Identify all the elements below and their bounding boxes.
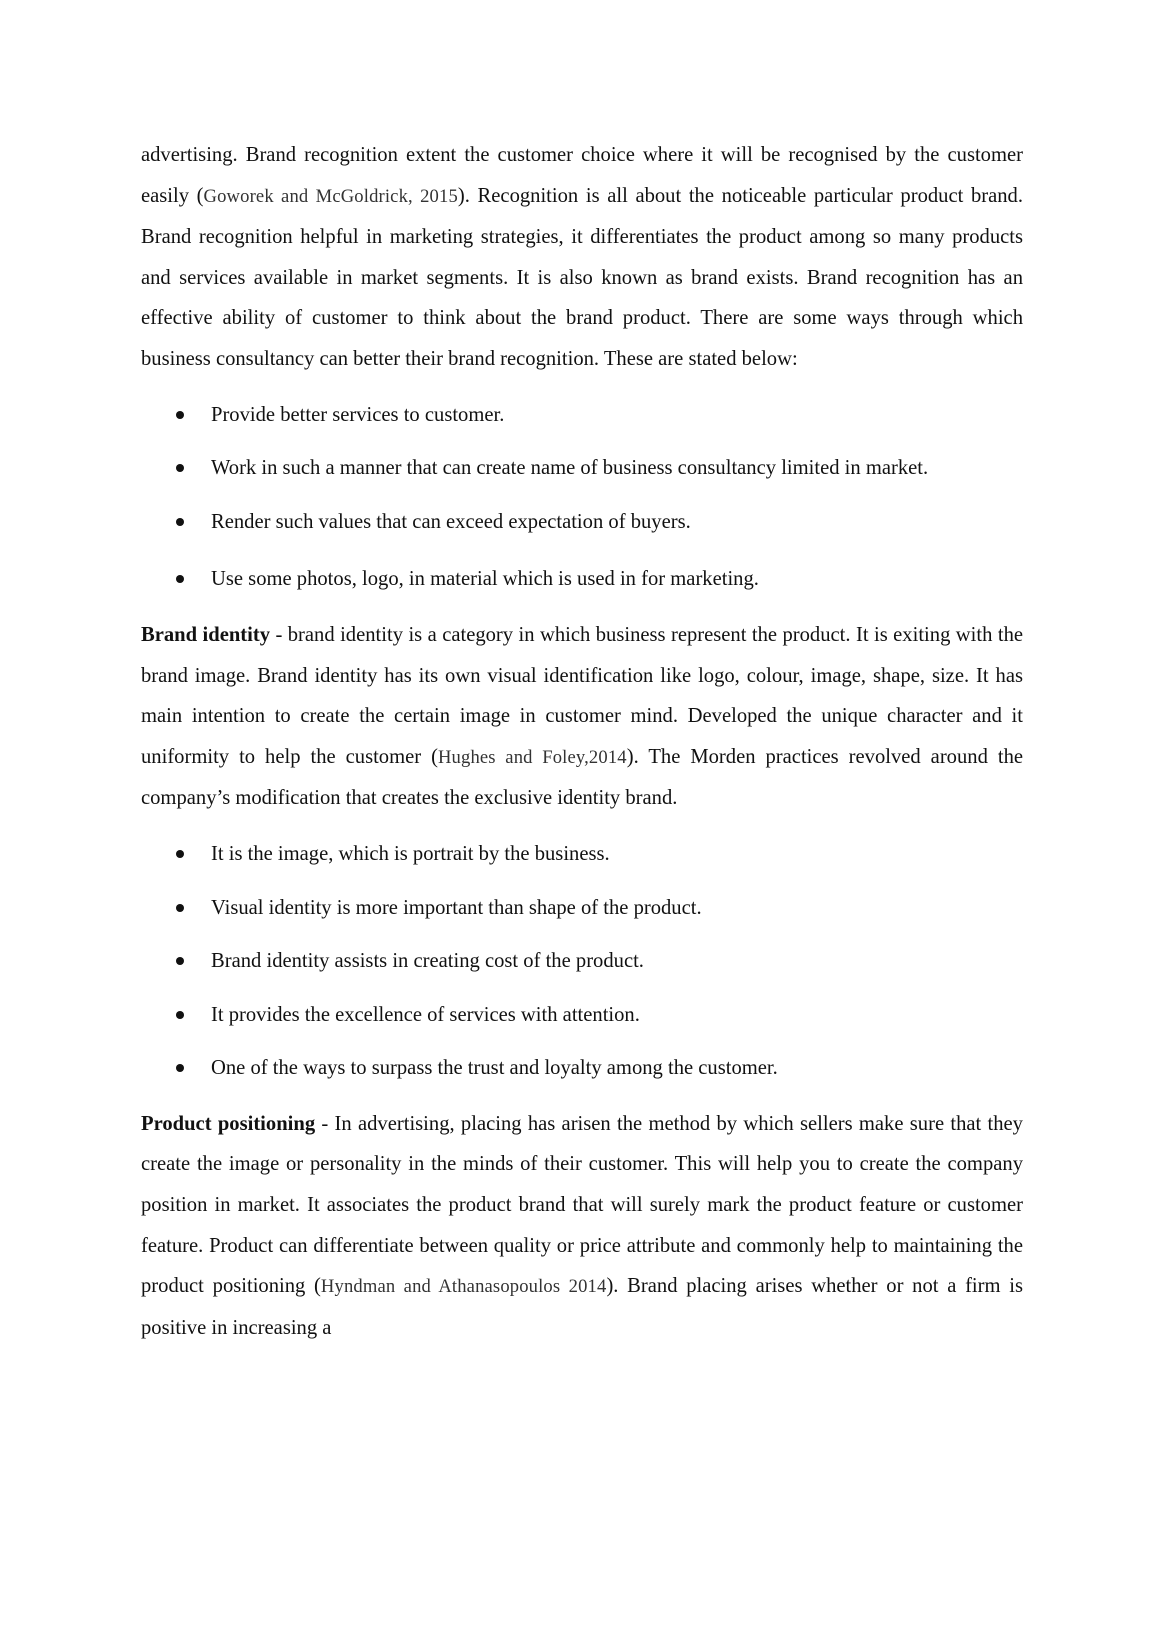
list-item-text: Visual identity is more important than shape of the product.: [211, 896, 702, 919]
citation: Goworek and McGoldrick, 2015: [203, 185, 458, 207]
bullet-list-brand-recognition: [141, 395, 1023, 600]
list-item: [141, 888, 1023, 929]
list-item-text: Render such values that can exceed expectation of buyers.: [211, 510, 691, 533]
paragraph-text: - In advertising, placing has arisen the method by which sellers make sure that they create the image or personality in the minds of their customer. This will help you to create the company position in market. It associates the product brand that will surely mark the product feature or customer feature. Product can differentiate between quality or price attribute and commonly help to maintaining the product positioning (: [141, 1112, 1023, 1298]
paragraph-text: - brand identity is a category in which business represent the product. It is exiting with the brand image. Brand identity has its own visual identification like logo, colour, image, shape, size. It has main intention to create the certain image in customer mind. Developed the unique character and it uniformity to help the customer (: [141, 623, 1024, 768]
list-item-text: Work in such a manner that can create name of business consultancy limited in market.: [211, 457, 929, 480]
list-item: [141, 941, 1023, 982]
paragraph-text: ). Recognition is all about the noticeable particular product brand. Brand recognition helpful in marketing strategies, it differentiates the product among so many products and services available in market segments. It is also known as brand exists. Brand recognition has an effective ability of customer to think about the brand product. There are some ways through which business consultancy can better their brand recognition. These are stated below:: [141, 184, 1023, 370]
section-heading: Product positioning: [141, 1112, 316, 1135]
paragraph-product-positioning: [141, 1104, 1023, 1349]
paragraph-brand-identity: [141, 615, 1023, 819]
list-item-text: Brand identity assists in creating cost of the product.: [211, 950, 644, 973]
bullet-icon: [176, 1011, 184, 1019]
bullet-icon: [176, 904, 184, 912]
list-item: [141, 834, 1023, 875]
citation: Hughes and Foley,2014: [437, 746, 627, 768]
list-item-text: It provides the excellence of services with attention.: [211, 1003, 640, 1026]
list-item: [141, 448, 1023, 489]
paragraph-brand-recognition: [141, 135, 1023, 380]
list-item: [141, 559, 1023, 600]
bullet-icon: [176, 518, 184, 526]
document-body: [141, 135, 1023, 1348]
list-item: [141, 395, 1023, 436]
bullet-icon: [176, 575, 184, 583]
citation: Hyndman and Athanasopoulos 2014: [320, 1276, 607, 1298]
list-item-text: One of the ways to surpass the trust and loyalty among the customer.: [211, 1057, 778, 1080]
bullet-icon: [176, 411, 184, 419]
list-item-text: It is the image, which is portrait by the business.: [211, 842, 610, 865]
paragraph-text: ). Brand placing arises whether or not a firm is positive in increasing a: [141, 1275, 1024, 1339]
list-item-text: Provide better services to customer.: [211, 403, 505, 426]
section-heading: Brand identity: [141, 623, 271, 646]
list-item: [141, 995, 1023, 1036]
bullet-icon: [176, 1064, 184, 1072]
bullet-icon: [176, 850, 184, 858]
list-item-text: Use some photos, logo, in material which is used in for marketing.: [211, 568, 759, 591]
list-item: [141, 1048, 1023, 1089]
bullet-list-brand-identity: [141, 834, 1023, 1089]
paragraph-text: ). The Morden practices revolved around the company’s modification that creates the exclusive identity brand.: [141, 745, 1024, 810]
list-item: [141, 502, 1023, 543]
bullet-icon: [176, 957, 184, 965]
bullet-icon: [176, 464, 184, 472]
paragraph-text: advertising. Brand recognition extent the customer choice where it will be recognised by the customer easily (: [141, 144, 1023, 207]
